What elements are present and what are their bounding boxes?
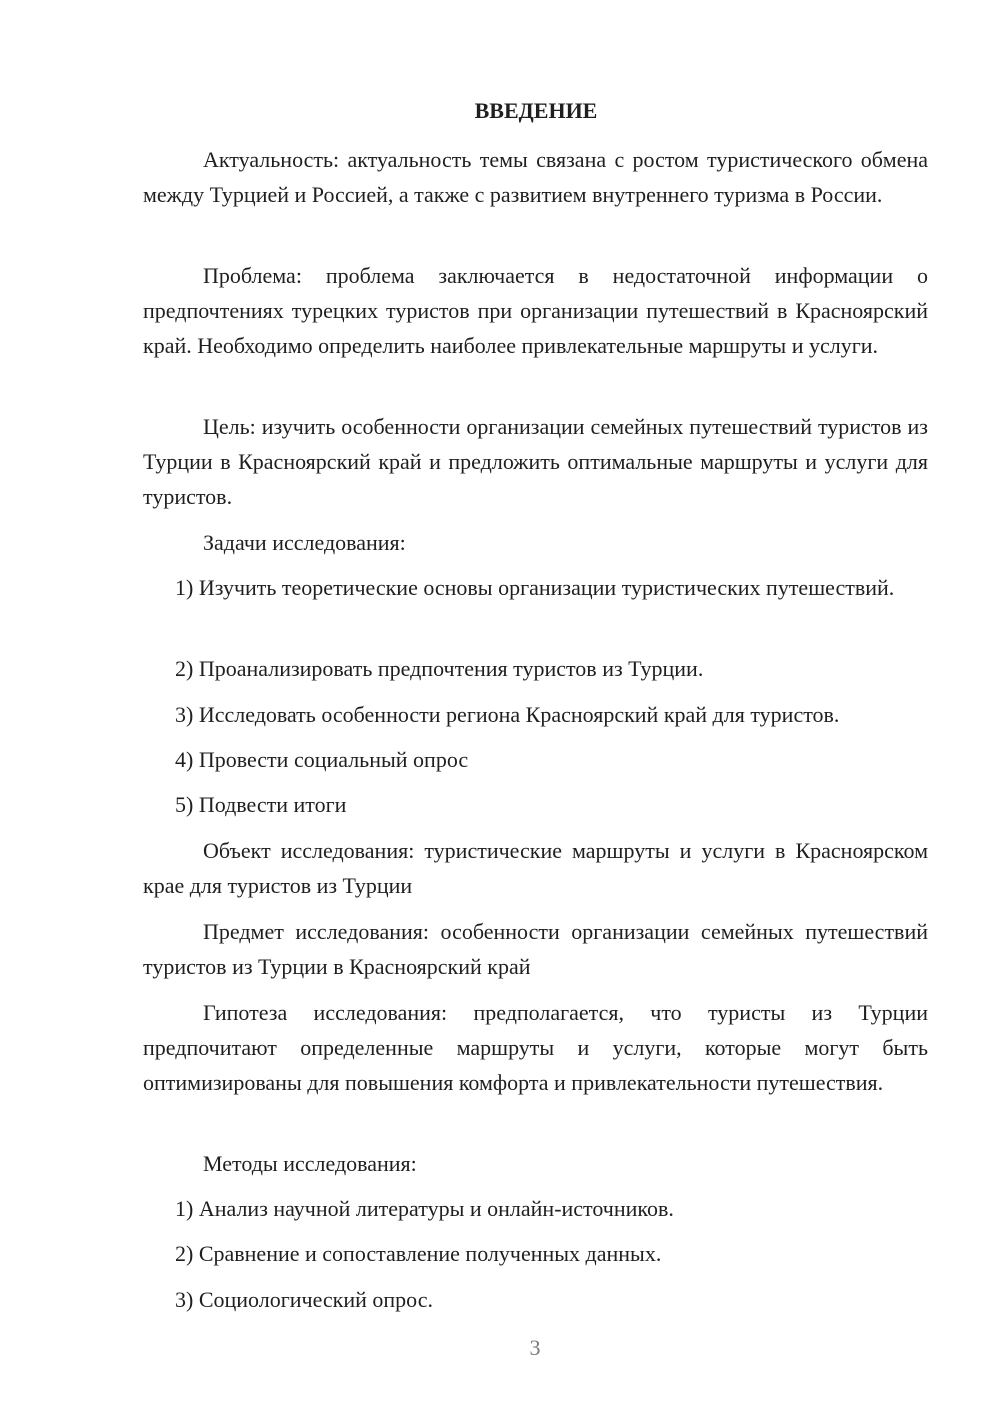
- task-item-2: 2) Проанализировать предпочтения туристов из Турции.: [175, 656, 704, 681]
- task-item-1: 1) Изучить теоретические основы организации туристических путешествий.: [175, 575, 895, 600]
- object-paragraph: Объект исследования: туристические маршруты и услуги в Красноярском крае для туристов из Турции: [143, 838, 928, 898]
- page-number: 3: [529, 1335, 541, 1360]
- relevance-paragraph: Актуальность: актуальность темы связана с ростом туристического обмена между Турцией и Россией, а также с развитием внутреннего туризма в России.: [143, 147, 928, 207]
- hypothesis-paragraph: Гипотеза исследования: предполагается, что туристы из Турции предпочитают определенные маршруты и услуги, которые могут быть оптимизированы для повышения комфорта и привлекательности путешествия.: [143, 1000, 928, 1095]
- task-item-3: 3) Исследовать особенности региона Красноярский край для туристов.: [175, 702, 840, 727]
- methods-title: Методы исследования:: [203, 1151, 417, 1176]
- page-title: ВВЕДЕНИЕ: [474, 98, 598, 123]
- method-item-2: 2) Сравнение и сопоставление полученных данных.: [175, 1241, 662, 1266]
- task-item-5: 5) Подвести итоги: [175, 792, 347, 817]
- method-item-3: 3) Социологический опрос.: [175, 1287, 433, 1312]
- problem-paragraph: Проблема: проблема заключается в недостаточной информации о предпочтениях турецких туристов при организации путешествий в Красноярский край. Необходимо определить наиболее привлекательные маршруты и услуги.: [143, 263, 928, 358]
- method-item-1: 1) Анализ научной литературы и онлайн-источников.: [175, 1196, 674, 1221]
- goal-paragraph: Цель: изучить особенности организации семейных путешествий туристов из Турции в Красноярский край и предложить оптимальные маршруты и услуги для туристов.: [143, 414, 928, 509]
- tasks-title: Задачи исследования:: [203, 530, 406, 555]
- task-item-4: 4) Провести социальный опрос: [175, 747, 469, 772]
- subject-paragraph: Предмет исследования: особенности организации семейных путешествий туристов из Турции в Красноярский край: [143, 919, 928, 979]
